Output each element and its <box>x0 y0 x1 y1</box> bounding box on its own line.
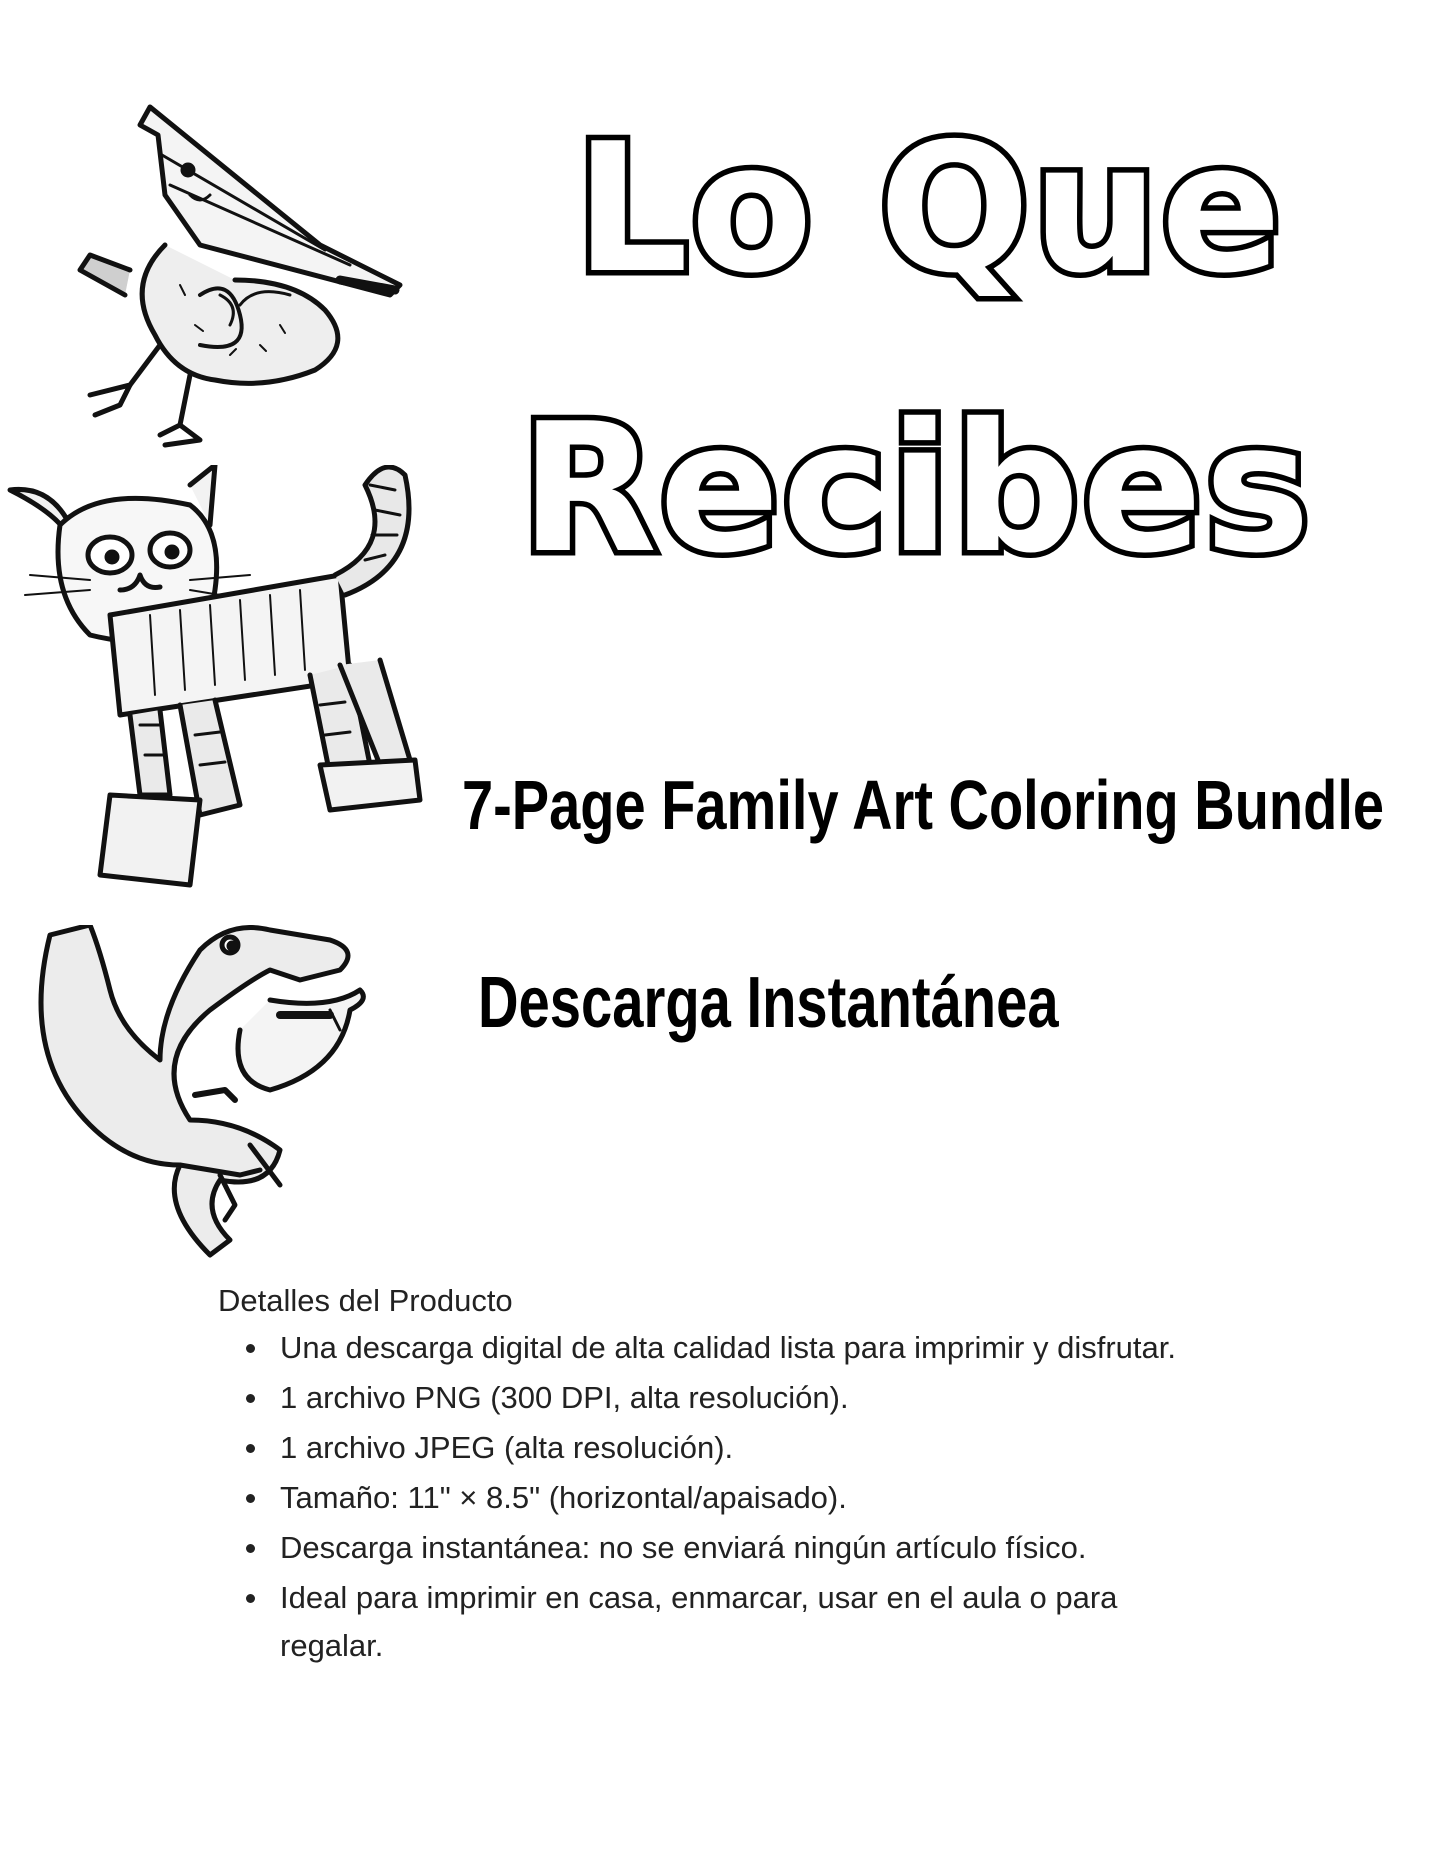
list-item: Ideal para imprimir en casa, enmarcar, usar en el aula o para regalar. <box>280 1574 1218 1670</box>
list-item: 1 archivo PNG (300 DPI, alta resolución). <box>280 1374 1218 1422</box>
title-line-1: Lo Que <box>575 105 1284 312</box>
cat-drawing <box>0 465 440 905</box>
title-line-2: Recibes <box>520 385 1313 592</box>
details-heading: Detalles del Producto <box>218 1283 513 1318</box>
product-details <box>218 1278 1218 1672</box>
dinosaur-drawing <box>30 925 390 1265</box>
details-list <box>280 1324 1218 1670</box>
list-item: 1 archivo JPEG (alta resolución). <box>280 1424 1218 1472</box>
instant-download-tagline: Descarga Instantánea <box>478 963 1059 1043</box>
bird-drawing <box>70 95 410 455</box>
list-item: Descarga instantánea: no se enviará ningún artículo físico. <box>280 1524 1218 1572</box>
bundle-subtitle: 7-Page Family Art Coloring Bundle <box>462 766 1385 844</box>
list-item: Tamaño: 11" × 8.5" (horizontal/apaisado). <box>280 1474 1218 1522</box>
list-item: Una descarga digital de alta calidad lista para imprimir y disfrutar. <box>280 1324 1218 1372</box>
